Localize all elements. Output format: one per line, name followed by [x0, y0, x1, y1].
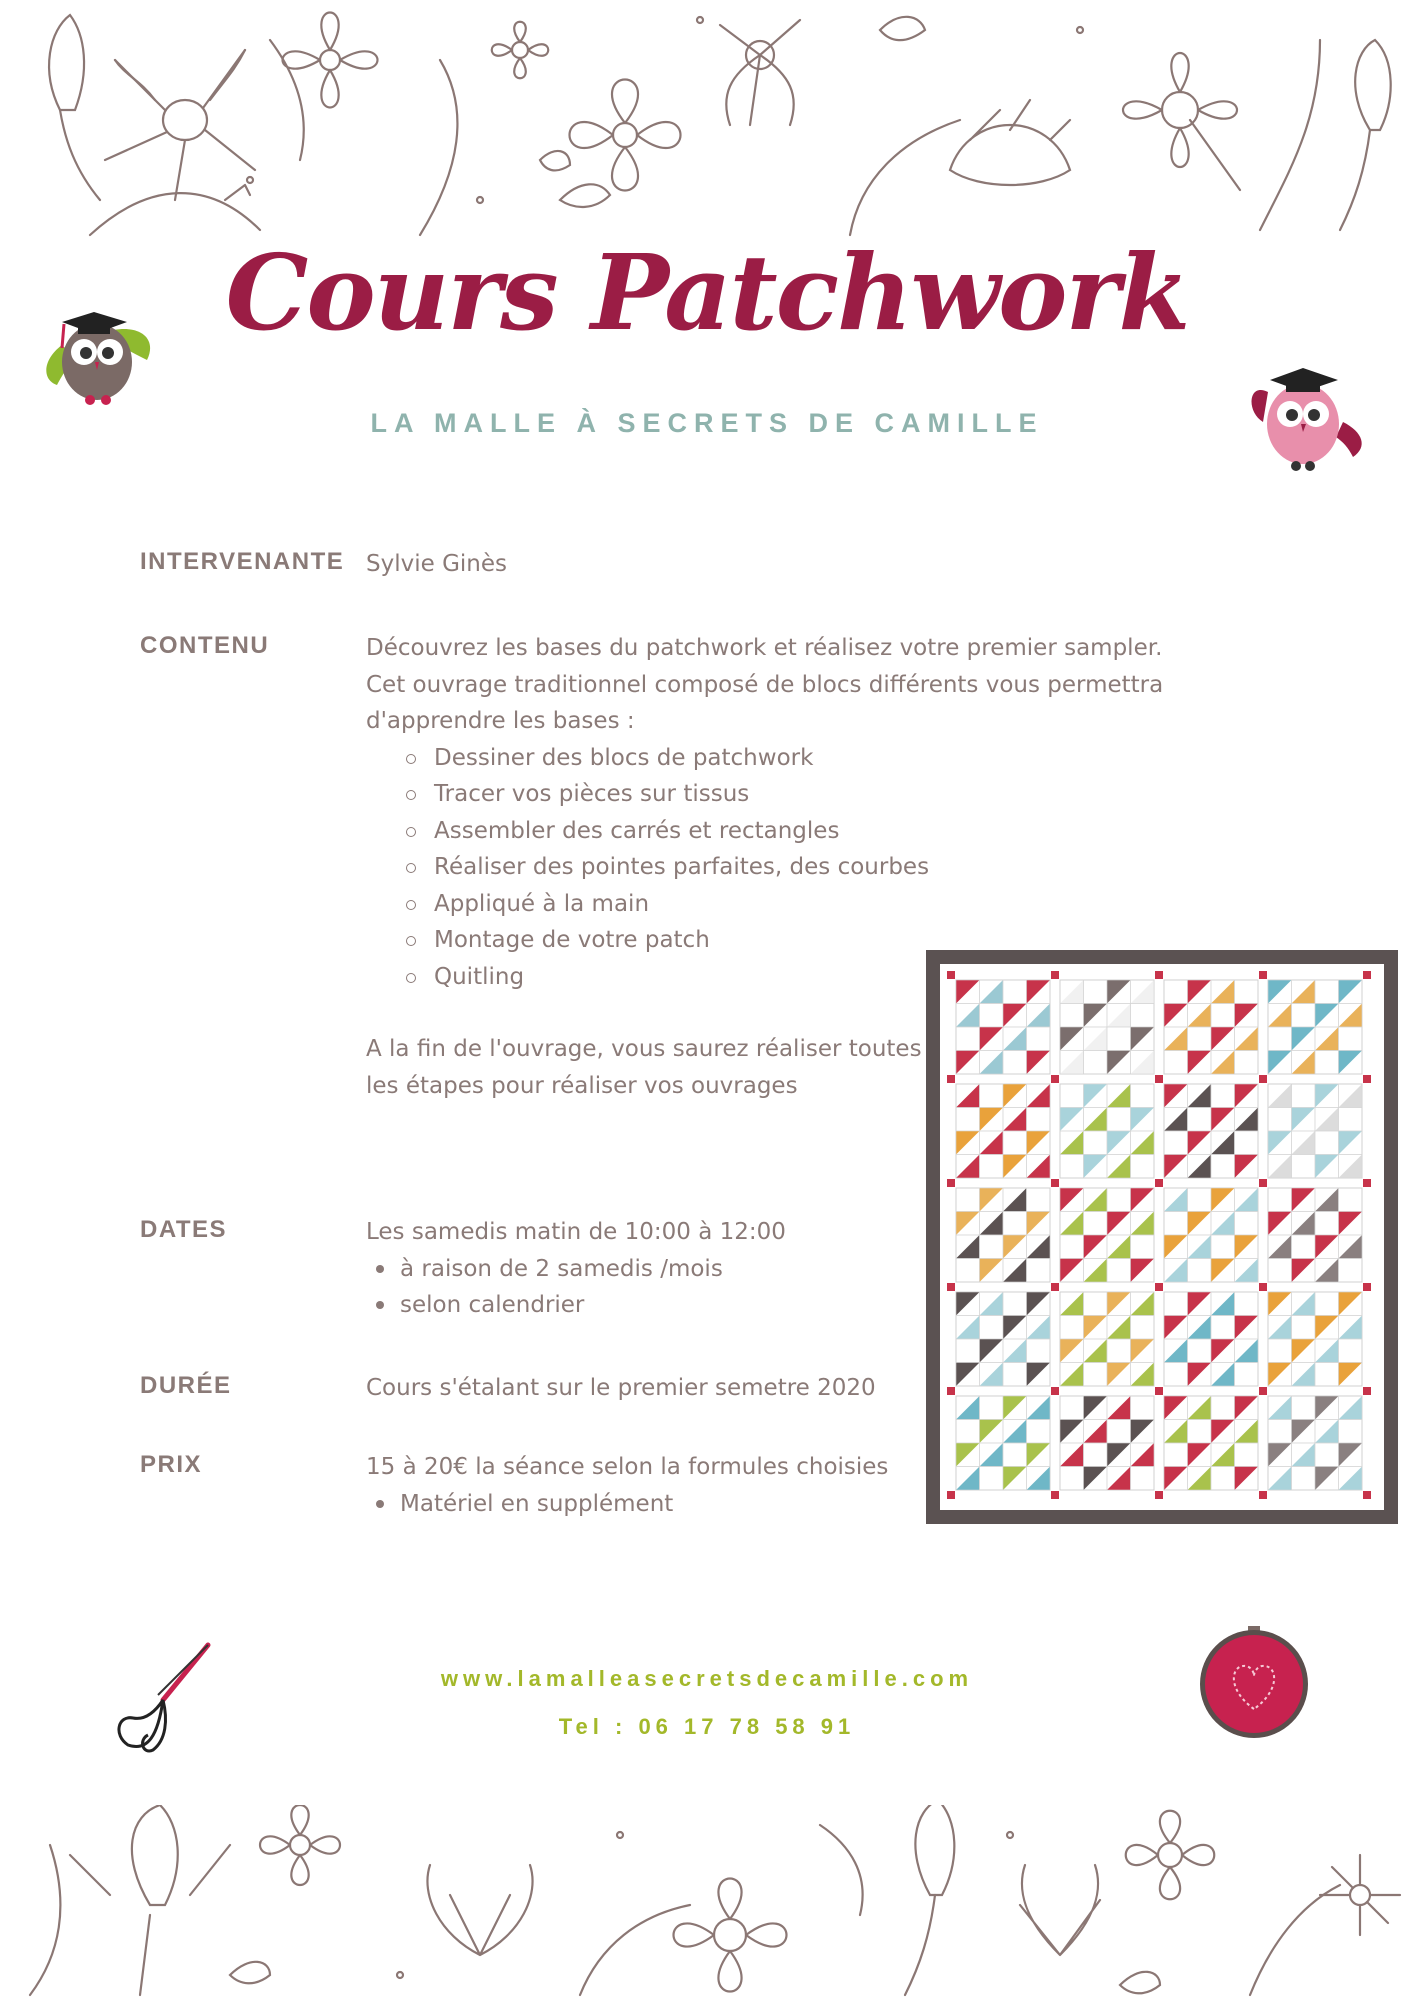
contenu-intro-line: d'apprendre les bases : — [366, 708, 635, 734]
contenu-intro-line: Cet ouvrage traditionnel composé de blocs différents vous permettra — [366, 671, 1164, 698]
list-item: Réaliser des pointes parfaites, des courbes — [366, 849, 1166, 886]
list-item: Quitling — [366, 959, 1166, 996]
contenu-outro-line: les étapes pour réaliser vos ouvrages — [366, 1072, 798, 1099]
list-item: Assembler des carrés et rectangles — [366, 813, 1166, 850]
duree-value: Cours s'étalant sur le premier semetre 2020 — [366, 1375, 876, 1401]
contenu-intro-line: Découvrez les bases du patchwork et réalisez votre premier sampler. — [366, 635, 1163, 661]
graduate-owl-pink-icon — [1248, 362, 1368, 477]
quilt-block — [1051, 1283, 1154, 1386]
phone-number: Tel : 06 17 78 58 91 — [558, 1714, 856, 1739]
page-subtitle: LA MALLE À SECRETS DE CAMILLE — [370, 408, 1044, 438]
graduate-owl-green-icon — [32, 300, 157, 410]
prix-label: PRIX — [140, 1451, 203, 1478]
list-item: Matériel en supplément — [366, 1486, 888, 1523]
contenu-label: CONTENU — [140, 632, 270, 659]
contenu-outro-line: A la fin de l'ouvrage, vous saurez réaliser toutes — [366, 1036, 922, 1062]
website-link[interactable]: www.lamalleasecretsdecamille.com — [440, 1666, 974, 1691]
list-item: Montage de votre patch — [366, 922, 1166, 959]
intervenante-value — [366, 546, 507, 583]
list-item: Dessiner des blocs de patchwork — [366, 740, 1166, 777]
quilt-block — [947, 1387, 1050, 1490]
quilt-block — [947, 1075, 1050, 1178]
quilt-block — [1259, 1179, 1362, 1282]
intervenante-name: Sylvie Ginès — [366, 551, 507, 577]
quilt-block — [1051, 1179, 1154, 1282]
dates-value: Les samedis matin de 10:00 à 12:00 — [366, 1219, 786, 1245]
sampler-quilt-image — [926, 950, 1398, 1524]
dates-list — [366, 1251, 786, 1324]
duree-body — [366, 1370, 876, 1407]
page-title: Cours Patchwork — [225, 231, 1189, 354]
quilt-block — [1155, 1179, 1258, 1282]
quilt-block — [1051, 971, 1154, 1074]
quilt-block — [947, 1283, 1050, 1386]
dates-label: DATES — [140, 1216, 228, 1243]
list-item: Tracer vos pièces sur tissus — [366, 776, 1166, 813]
quilt-block — [1155, 1387, 1258, 1490]
quilt-block — [1259, 1075, 1362, 1178]
quilt-block — [1051, 1387, 1154, 1490]
quilt-block — [1051, 1075, 1154, 1178]
list-item: Appliqué à la main — [366, 886, 1166, 923]
list-item: selon calendrier — [366, 1287, 786, 1324]
quilt-block — [1155, 1075, 1258, 1178]
quilt-block — [947, 971, 1050, 1074]
quilt-block — [1155, 971, 1258, 1074]
quilt-block — [1259, 1283, 1362, 1386]
quilt-block — [1259, 1387, 1362, 1490]
list-item: à raison de 2 samedis /mois — [366, 1251, 786, 1288]
intervenante-label: INTERVENANTE — [140, 548, 345, 575]
prix-list — [366, 1486, 888, 1523]
quilt-block — [947, 1179, 1050, 1282]
floral-border-bottom — [0, 1805, 1414, 2000]
dates-body — [366, 1214, 786, 1324]
quilt-block — [1155, 1283, 1258, 1386]
quilt-block — [1259, 971, 1362, 1074]
prix-value: 15 à 20€ la séance selon la formules choisies — [366, 1454, 889, 1480]
duree-label: DURÉE — [140, 1372, 232, 1399]
prix-body — [366, 1449, 888, 1522]
floral-border-top — [0, 0, 1414, 245]
